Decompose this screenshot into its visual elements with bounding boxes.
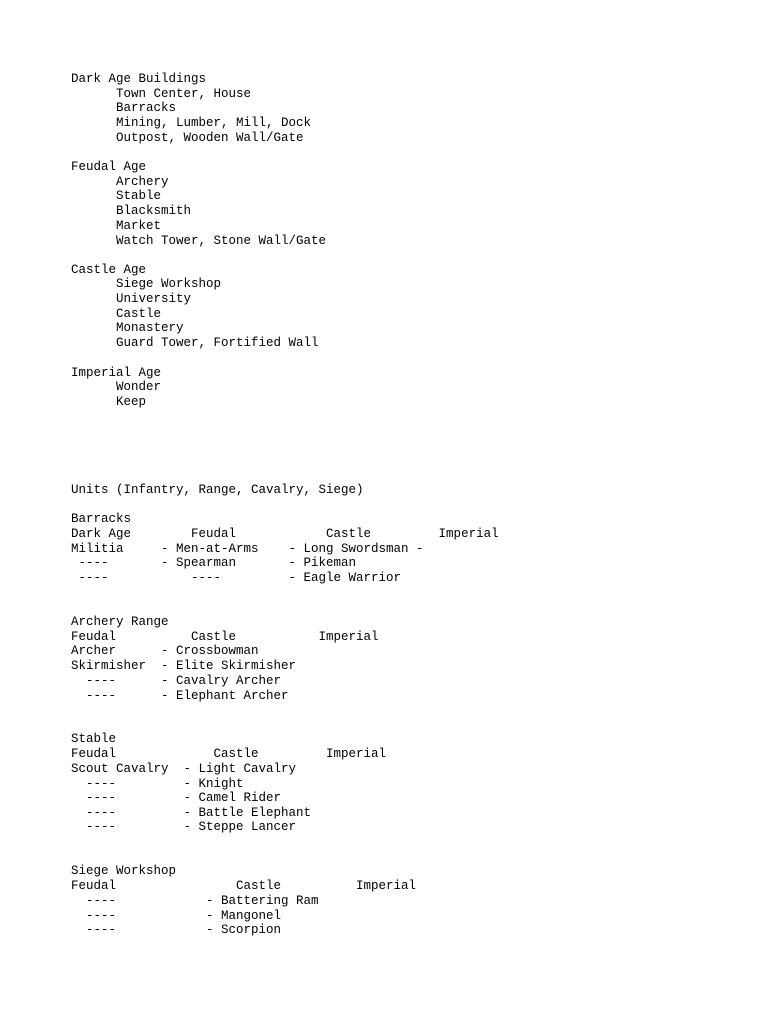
unit-line: Skirmisher - Elite Skirmisher	[71, 659, 297, 673]
building-line: Siege Workshop	[71, 277, 222, 291]
stable-heading: Stable	[71, 732, 117, 746]
unit-line: Militia - Men-at-Arms - Long Swordsman -	[71, 542, 424, 556]
castle-age-heading: Castle Age	[71, 263, 147, 277]
unit-line: ---- - Elephant Archer	[71, 689, 289, 703]
building-line: Mining, Lumber, Mill, Dock	[71, 116, 312, 130]
unit-line: ---- - Spearman - Pikeman	[71, 556, 357, 570]
building-line: Stable	[71, 189, 162, 203]
unit-line: ---- - Battle Elephant	[71, 806, 312, 820]
barracks-heading: Barracks	[71, 512, 132, 526]
unit-line: ---- - Knight	[71, 777, 244, 791]
unit-line: ---- - Cavalry Archer	[71, 674, 282, 688]
archery-range-heading: Archery Range	[71, 615, 169, 629]
building-line: Keep	[71, 395, 147, 409]
age-columns-header: Feudal Castle Imperial	[71, 747, 387, 761]
building-line: Archery	[71, 175, 169, 189]
building-line: Monastery	[71, 321, 184, 335]
building-line: Guard Tower, Fortified Wall	[71, 336, 319, 350]
age-columns-header: Dark Age Feudal Castle Imperial	[71, 527, 499, 541]
unit-line: Scout Cavalry - Light Cavalry	[71, 762, 297, 776]
building-line: Town Center, House	[71, 87, 252, 101]
unit-line: ---- - Scorpion	[71, 923, 282, 937]
dark-age-buildings-heading: Dark Age Buildings	[71, 72, 207, 86]
building-line: University	[71, 292, 192, 306]
building-line: Watch Tower, Stone Wall/Gate	[71, 234, 327, 248]
age-columns-header: Feudal Castle Imperial	[71, 879, 417, 893]
unit-line: ---- - Steppe Lancer	[71, 820, 297, 834]
building-line: Blacksmith	[71, 204, 192, 218]
unit-line: Archer - Crossbowman	[71, 644, 259, 658]
units-heading: Units (Infantry, Range, Cavalry, Siege)	[71, 483, 364, 497]
siege-workshop-heading: Siege Workshop	[71, 864, 177, 878]
unit-line: ---- - Mangonel	[71, 909, 282, 923]
unit-line: ---- - Battering Ram	[71, 894, 319, 908]
building-line: Castle	[71, 307, 162, 321]
unit-line: ---- - Camel Rider	[71, 791, 282, 805]
building-line: Outpost, Wooden Wall/Gate	[71, 131, 304, 145]
age-columns-header: Feudal Castle Imperial	[71, 630, 379, 644]
building-line: Market	[71, 219, 162, 233]
feudal-age-heading: Feudal Age	[71, 160, 147, 174]
building-line: Wonder	[71, 380, 162, 394]
building-line: Barracks	[71, 101, 177, 115]
imperial-age-heading: Imperial Age	[71, 366, 162, 380]
unit-line: ---- ---- - Eagle Warrior	[71, 571, 402, 585]
